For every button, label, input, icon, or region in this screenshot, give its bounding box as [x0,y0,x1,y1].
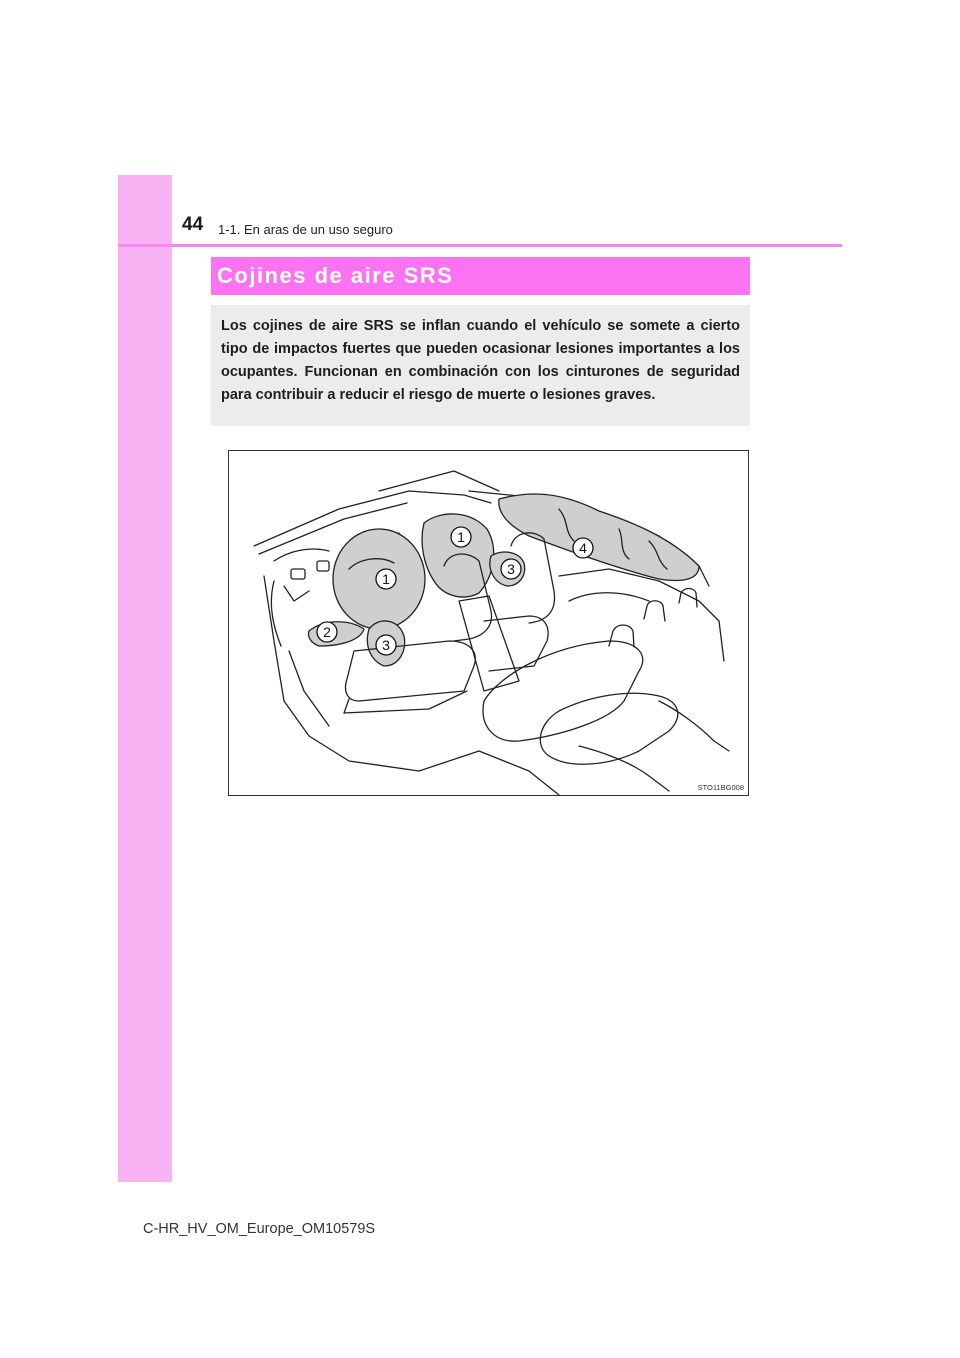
section-breadcrumb: 1-1. En aras de un uso seguro [218,222,393,237]
airbag-illustration [228,450,749,796]
rear-seat-right [540,693,677,764]
intro-paragraph: Los cojines de aire SRS se inflan cuando el vehículo se somete a cierto tipo de impactos fuertes que pueden ocasionar lesiones importantes a los ocupantes. Funcionan en combinación con los cinturones de seguridad para contribuir a reducir el riesgo de muerte o lesiones graves. [221,318,740,403]
callout-label: 4 [579,540,587,556]
callout-label: 2 [323,624,331,640]
callout-2-knee [317,622,337,642]
section-title-bar [211,257,750,295]
callout-label: 1 [382,571,390,587]
right-door-outline [559,569,724,661]
callout-3-passenger-side [501,559,521,579]
side-color-band [118,175,172,1182]
intro-box [211,305,750,426]
document-code: C-HR_HV_OM_Europe_OM10579S [143,1221,376,1237]
callout-1-driver [376,569,396,589]
car-interior-drawing [229,451,748,795]
driver-seat-cushion [346,641,476,701]
page-number: 44 [182,214,204,235]
header-divider [118,244,842,247]
callout-label: 3 [382,637,390,653]
callout-label: 3 [507,561,515,577]
callout-label: 1 [457,529,465,545]
center-console [459,596,519,691]
callout-4-curtain [573,538,593,558]
callout-3-driver-side [376,635,396,655]
page-title: Cojines de aire SRS [217,263,454,288]
figure-code: STO11BG008 [697,783,744,792]
passenger-front-airbag [422,514,494,597]
rear-seat-cushion [483,641,643,741]
curtain-airbag [499,494,699,580]
callout-1-passenger [451,527,471,547]
